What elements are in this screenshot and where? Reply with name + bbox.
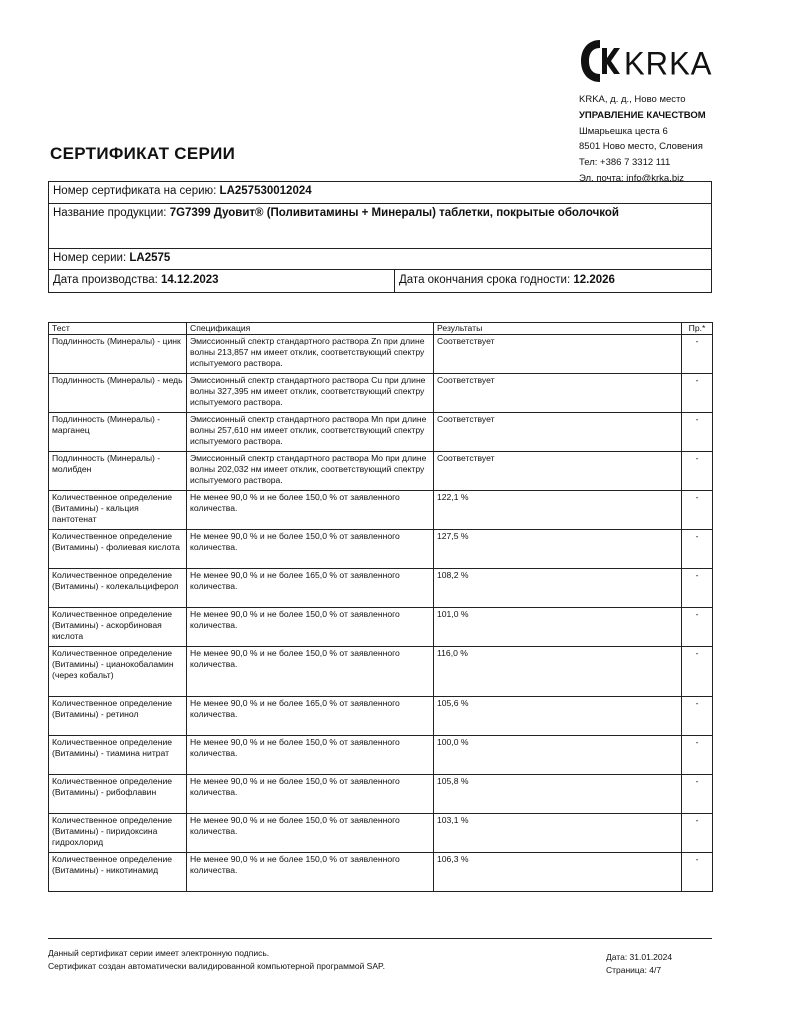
- result-cell: 100,0 %: [434, 736, 682, 775]
- company-phone: Тел: +386 7 3312 111: [579, 157, 671, 169]
- pr-cell: -: [682, 775, 713, 814]
- col-header-result: Результаты: [434, 323, 682, 335]
- result-cell: 105,6 %: [434, 697, 682, 736]
- batch-row: [49, 249, 711, 270]
- test-cell: Количественное определение (Витамины) - аскорбиновая кислота: [49, 608, 187, 647]
- result-cell: 108,2 %: [434, 569, 682, 608]
- test-cell: Количественное определение (Витамины) - никотинамид: [49, 853, 187, 892]
- test-cell: Количественное определение (Витамины) - кальция пантотенат: [49, 491, 187, 530]
- spec-cell: Не менее 90,0 % и не более 150,0 % от заявленного количества.: [187, 775, 434, 814]
- krka-logo: [578, 38, 718, 86]
- expiry-date-label: Дата окончания срока годности:: [399, 274, 571, 286]
- spec-cell: Не менее 90,0 % и не более 150,0 % от заявленного количества.: [187, 736, 434, 775]
- company-address: [579, 92, 706, 187]
- col-header-test: Тест: [49, 323, 187, 335]
- spec-cell: Не менее 90,0 % и не более 165,0 % от заявленного количества.: [187, 697, 434, 736]
- expiry-date-value: 12.2026: [573, 274, 615, 286]
- pr-cell: -: [682, 853, 713, 892]
- production-date-label: Дата производства:: [53, 274, 158, 286]
- table-row: [49, 697, 713, 736]
- result-cell: 122,1 %: [434, 491, 682, 530]
- pr-cell: -: [682, 608, 713, 647]
- spec-cell: Не менее 90,0 % и не более 150,0 % от заявленного количества.: [187, 608, 434, 647]
- spec-cell: Не менее 90,0 % и не более 150,0 % от заявленного количества.: [187, 491, 434, 530]
- footer-divider: [48, 938, 712, 939]
- pr-cell: -: [682, 736, 713, 775]
- test-cell: Количественное определение (Витамины) - пиридоксина гидрохлорид: [49, 814, 187, 853]
- spec-cell: Эмиссионный спектр стандартного раствора Mo при длине волны 202,032 нм имеет отклик, соответствующий спектру испытуемого раствора.: [187, 452, 434, 491]
- footer-page-number: Страница: 4/7: [606, 965, 662, 975]
- krka-wordmark: KRKA: [624, 45, 713, 82]
- spec-cell: Эмиссионный спектр стандартного раствора Cu при длине волны 327,395 нм имеет отклик, соответствующий спектру испытуемого раствора.: [187, 374, 434, 413]
- test-cell: Подлинность (Минералы) - марганец: [49, 413, 187, 452]
- footer-notes: [48, 947, 385, 973]
- batch-label: Номер серии:: [53, 252, 127, 264]
- table-row: [49, 775, 713, 814]
- table-row: [49, 452, 713, 491]
- table-row: [49, 569, 713, 608]
- result-cell: 101,0 %: [434, 608, 682, 647]
- spec-cell: Не менее 90,0 % и не более 150,0 % от заявленного количества.: [187, 647, 434, 697]
- test-cell: Подлинность (Минералы) - цинк: [49, 335, 187, 374]
- product-value: 7G7399 Дуовит® (Поливитамины + Минералы) таблетки, покрытые оболочкой: [169, 207, 619, 219]
- spec-cell: Эмиссионный спектр стандартного раствора Zn при длине волны 213,857 нм имеет отклик, соответствующий спектру испытуемого раствора.: [187, 335, 434, 374]
- spec-cell: Не менее 90,0 % и не более 165,0 % от заявленного количества.: [187, 569, 434, 608]
- pr-cell: -: [682, 374, 713, 413]
- spec-cell: Не менее 90,0 % и не более 150,0 % от заявленного количества.: [187, 853, 434, 892]
- cert-number-label: Номер сертификата на серию:: [53, 185, 217, 197]
- test-cell: Количественное определение (Витамины) - рибофлавин: [49, 775, 187, 814]
- result-cell: 106,3 %: [434, 853, 682, 892]
- pr-cell: -: [682, 530, 713, 569]
- pr-cell: -: [682, 413, 713, 452]
- result-cell: Соответствует: [434, 413, 682, 452]
- test-cell: Подлинность (Минералы) - молибден: [49, 452, 187, 491]
- table-row: [49, 374, 713, 413]
- company-city: 8501 Ново место, Словения: [579, 141, 703, 153]
- dates-divider: [394, 270, 395, 292]
- result-cell: 127,5 %: [434, 530, 682, 569]
- pr-cell: -: [682, 697, 713, 736]
- company-street: Шмарьешка цеста 6: [579, 125, 668, 137]
- certificate-header: [48, 181, 712, 293]
- result-cell: 103,1 %: [434, 814, 682, 853]
- table-row: [49, 608, 713, 647]
- result-cell: Соответствует: [434, 374, 682, 413]
- test-cell: Количественное определение (Витамины) - ретинол: [49, 697, 187, 736]
- pr-cell: -: [682, 569, 713, 608]
- table-row: [49, 647, 713, 697]
- pr-cell: -: [682, 814, 713, 853]
- product-row: [49, 204, 711, 249]
- company-email: Эл. почта: info@krka.biz: [579, 172, 685, 184]
- batch-value: LA2575: [129, 252, 171, 264]
- pr-cell: -: [682, 452, 713, 491]
- pr-cell: -: [682, 491, 713, 530]
- production-date-value: 14.12.2023: [161, 274, 219, 286]
- table-header-row: [49, 323, 713, 335]
- product-label: Название продукции:: [53, 207, 167, 219]
- col-header-pr: Пр.*: [682, 323, 713, 335]
- table-row: [49, 491, 713, 530]
- test-cell: Количественное определение (Витамины) - цианокобаламин (через кобальт): [49, 647, 187, 697]
- table-row: [49, 335, 713, 374]
- page-title: СЕРТИФИКАТ СЕРИИ: [50, 144, 236, 163]
- footer-meta: [606, 951, 672, 977]
- col-header-spec: Спецификация: [187, 323, 434, 335]
- footer-date: Дата: 31.01.2024: [606, 952, 673, 962]
- result-cell: Соответствует: [434, 335, 682, 374]
- table-row: [49, 853, 713, 892]
- pr-cell: -: [682, 335, 713, 374]
- table-row: [49, 736, 713, 775]
- test-cell: Количественное определение (Витамины) - фолиевая кислота: [49, 530, 187, 569]
- test-cell: Подлинность (Минералы) - медь: [49, 374, 187, 413]
- spec-cell: Эмиссионный спектр стандартного раствора Mn при длине волны 257,610 нм имеет отклик, соответствующий спектру испытуемого раствора.: [187, 413, 434, 452]
- krka-logo-icon: [578, 38, 622, 84]
- spec-cell: Не менее 90,0 % и не более 150,0 % от заявленного количества.: [187, 814, 434, 853]
- table-row: [49, 530, 713, 569]
- dates-row: [49, 270, 711, 292]
- result-cell: 105,8 %: [434, 775, 682, 814]
- test-cell: Количественное определение (Витамины) - тиамина нитрат: [49, 736, 187, 775]
- result-cell: Соответствует: [434, 452, 682, 491]
- results-table: [48, 322, 713, 892]
- table-row: [49, 814, 713, 853]
- spec-cell: Не менее 90,0 % и не более 150,0 % от заявленного количества.: [187, 530, 434, 569]
- cert-number-row: [49, 182, 711, 204]
- result-cell: 116,0 %: [434, 647, 682, 697]
- pr-cell: -: [682, 647, 713, 697]
- footer-signature-note: Данный сертификат серии имеет электронную подпись.: [48, 948, 270, 958]
- cert-number-value: LA257530012024: [219, 185, 312, 197]
- company-name: KRKA, д. д., Ново место: [579, 94, 686, 105]
- footer-sap-note: Сертификат создан автоматически валидированной компьютерной программой SAP.: [48, 961, 385, 971]
- test-cell: Количественное определение (Витамины) - колекальциферол: [49, 569, 187, 608]
- table-row: [49, 413, 713, 452]
- company-department: УПРАВЛЕНИЕ КАЧЕСТВОМ: [579, 109, 706, 121]
